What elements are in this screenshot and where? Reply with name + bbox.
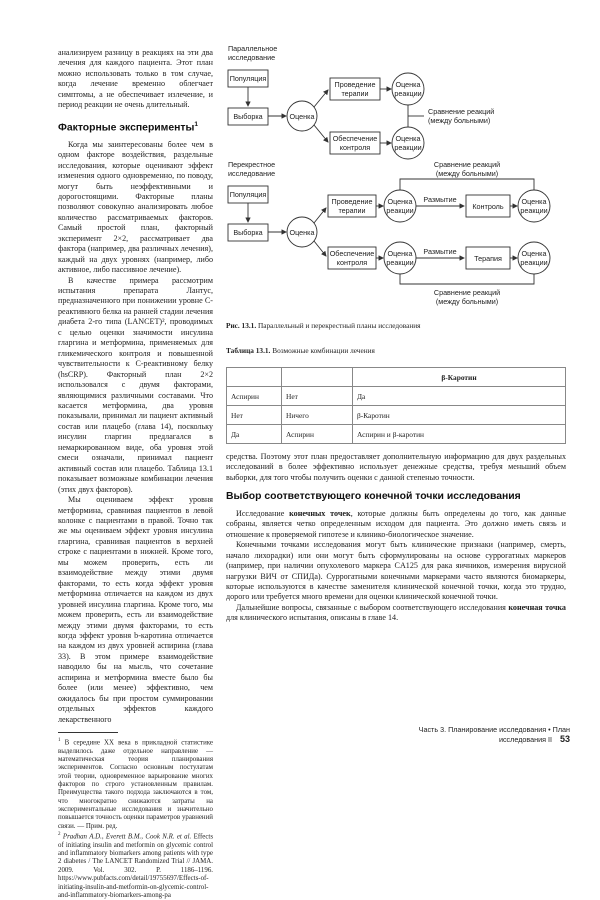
within-comparison-label-3: Сравнение реакций [433, 288, 501, 297]
table-caption: Таблица 13.1. Возможные комбинации лечения [226, 346, 375, 355]
within-comparison-label-2: (между больными) [435, 169, 499, 178]
right-column [226, 452, 566, 624]
right-paragraph-4: Дальнейшие вопросы, связанные с выбором соответствующего исследования конечная точка для клинического испытания, описаны в главе 14. [226, 602, 566, 623]
treatment-label-2: терапии [341, 89, 369, 98]
control-label-3: Обеспечение [329, 249, 375, 258]
table-cell: Нет [227, 406, 282, 425]
table-header-beta-carotene: β-Каротин [353, 368, 566, 387]
response-label-8: реакции [386, 258, 414, 267]
response-label-10: реакции [520, 206, 548, 215]
table-cell: Ничего [282, 406, 353, 425]
combinations-table [226, 367, 566, 444]
factorial-paragraph-2: В качестве примера рассмотрим испытания препарата Лантус, предназначенного при понижении уровне С-реактивного белка на ранней стадии лечения диабета 2-го типа (LANCET)², проводимых с целью оценки значимости инсулина гларгина и метформина, применяемых для гликемического контроля и повышенной чувствительности к С-реактивному белку (hsCRP). Факторный план 2×2 использовался с двумя факторами, являющимися различными составами. Что касается метформина, два уровня показывали, принимал ли пациент активный состав или плацебо (глава 14), поскольку инсулин гларгин предлагался в немаркированном виде, оба уровня этой смеси означали, принимал пациент активный состав или плацебо. Таблица 13.1 показывает возможные комбинации лечения (этих двух факторов). [58, 275, 213, 494]
right-paragraph-1: средства. Поэтому этот план предоставляет дополнительную информацию для двух раздельных исследований в более эффективно использует денежные средства, требуя меньший объем выборки, для того чтобы получить оценки с данной степенью точности. [226, 452, 566, 482]
control-label-2: контроля [339, 143, 371, 152]
within-comparison-label: Сравнение реакций [433, 160, 501, 169]
treatment-label-3: Проведение [331, 197, 373, 206]
table-cell: Да [353, 387, 566, 406]
within-comparison-label-4: (между больными) [435, 297, 499, 306]
figure-caption: Рис. 13.1. Параллельный и перекрестный планы исследования [226, 321, 421, 330]
table-cell: β-Каротин [353, 406, 566, 425]
response-label-11: Оценка [521, 249, 547, 258]
response-label-12: реакции [520, 258, 548, 267]
study-design-diagram [226, 42, 576, 317]
right-paragraph-2: Исследование конечных точек, которые должны быть определены до того, как данные собраны, является четко определенным исходом для пациента. Это должно иметь связь и отношение к проверяемой гипотезе и клинико-биологическое значение. [226, 508, 566, 539]
between-comparison-label-2: (между больными) [428, 116, 491, 125]
control-period-label: Контроль [472, 202, 504, 211]
right-paragraph-3: Конечными точками исследования могут быть клинические признаки (например, смерть, начало лихорадки) или они могут быть сформулированы на основе суррогатных маркеров (например, при наличии опухолевого маркера CA125 для рака яичников, измерения вирусной нагрузки ВИЧ от СПИДа). Суррогатными конечными маркерами часто являются биомаркеры, которые используются в качестве заменителя клинической конечной точки, когда это трудно, дорого или требуется много времени для оценки клинической конечной точки. [226, 540, 566, 602]
response-label-3: Оценка [395, 134, 421, 143]
response-label: Оценка [395, 80, 421, 89]
response-label-4: реакции [394, 143, 422, 152]
sample-label-2: Выборка [233, 228, 263, 237]
table-row [227, 406, 566, 425]
table-cell: Аспирин [282, 425, 353, 444]
table-row [227, 425, 566, 444]
table-cell: Аспирин [227, 387, 282, 406]
washout-label-2: Размытие [423, 247, 457, 256]
endpoint-heading: Выбор соответствующего конечной точки исследования [226, 491, 521, 503]
therapy-period-label: Терапия [474, 254, 502, 263]
table-cell: Аспирин и β-каротин [353, 425, 566, 444]
response-label-7: Оценка [387, 249, 413, 258]
control-label-4: контроля [336, 258, 368, 267]
table-row [227, 368, 566, 387]
factorial-paragraph-1: Когда мы заинтересованы более чем в одном факторе воздействия, раздельные исследования, которые оценивают эффект изменения одного одновременно, по поводу, могут быть неэффективными и дорогостоящими. Факторные планы позволяют совокупно анализировать любое количество рассматриваемых факторов. Самый простой план, факторный эксперимент 2×2, рассматривает два фактора (например, два различных лечения), каждый на двух уровнях (например, либо активное, либо пассивное лечение). [58, 139, 213, 275]
factorial-heading: Факторные эксперименты$^1$ [58, 120, 199, 134]
response-label-5: Оценка [387, 197, 413, 206]
treatment-label-4: терапии [338, 206, 366, 215]
factorial-paragraph-3: Мы оцениваем эффект уровня метформина, сравнивая пациентов в левой колонке с пациентами в правой. Точно так же мы оцениваем эффект уровня инсулина гларгина, сравнивая пациентов в верхней строке с пациентами в нижней. Кроме того, мы можем проверить, есть ли взаимодействие между этими двумя факторами, то есть когда эффект уровня метформина отличается на каждом из двух уровней инсулина гларгина. Кроме того, мы можем проверить, есть ли взаимодействие между этими двумя факторами, то есть когда эффект уровня b-каротина отличается на каждом из двух уровней аспирина (глава 33). В этом примере взаимодействие наводило бы на мысль, что сочетание аспирина и метформина вместе было бы более (или менее) эффективно, чем ожидалось бы при простом суммировании отдельных эффектов каждого лекарственного [58, 495, 213, 724]
footnote-2: $^2$ Pradhan A.D., Everett B.M., Cook N.R. et al. Effects of initiating insulin and metformin on glycemic control and inflammatory biomarkers among patients with type 2 diabetes / The LANCET Randomized Trial // JAMA. 2009. Vol. 302. P. 1186–1196. https://www.pubfacts.com/detail/19755697/Effects-of-initiating-insulin-and-metformin-on-glycemic-control-and-inflammatory-biomarkers-among-pa [58, 832, 213, 899]
running-footer: Часть 3. Планирование исследования • План исследования II [418, 725, 570, 744]
left-column [58, 48, 213, 900]
sample-label: Выборка [233, 112, 263, 121]
response-label-9: Оценка [521, 197, 547, 206]
population-label-2: Популяция [229, 190, 267, 199]
response-label-6: реакции [386, 206, 414, 215]
page-footer [370, 725, 570, 744]
intro-paragraph: анализируем разницу в реакциях на эти два лечения для каждого пациента. Этот план можно использовать только в том случае, когда лечение временно облегчает симптомы, а не обеспечивает излечение, и период реакции не очень длительный. [58, 48, 213, 110]
footnote-divider [58, 732, 118, 733]
crossover-title: Перекрестное [228, 160, 276, 169]
crossover-title-2: исследование [228, 169, 276, 178]
parallel-title: Параллельное [228, 44, 278, 53]
table-cell: Нет [282, 387, 353, 406]
treatment-label: Проведение [334, 80, 376, 89]
table-cell: Да [227, 425, 282, 444]
parallel-title-2: исследование [228, 53, 276, 62]
washout-label-1: Размытие [423, 195, 457, 204]
between-comparison-label: Сравнение реакций [428, 107, 495, 116]
table-row [227, 387, 566, 406]
assessment-label: Оценка [289, 112, 315, 121]
control-label: Обеспечение [332, 134, 378, 143]
assessment-label-2: Оценка [289, 228, 315, 237]
footnote-1: $^1$ В середине XX века в прикладной статистике выделилось даже отдельное направление — математическая теория планирования экспериментов. Согласно основным постулатам этой теории, одновременное варьирование многих факторов по строго установленным правилам. Преимущества такого подхода заключаются в том, что многократно снижаются затраты на экспериментальные исследования и значительно повышается точность оценки параметров уравнений связи. — Прим. ред. [58, 738, 213, 830]
population-label: Популяция [229, 74, 267, 83]
page-number: 53 [559, 734, 570, 744]
response-label-2: реакции [394, 89, 422, 98]
